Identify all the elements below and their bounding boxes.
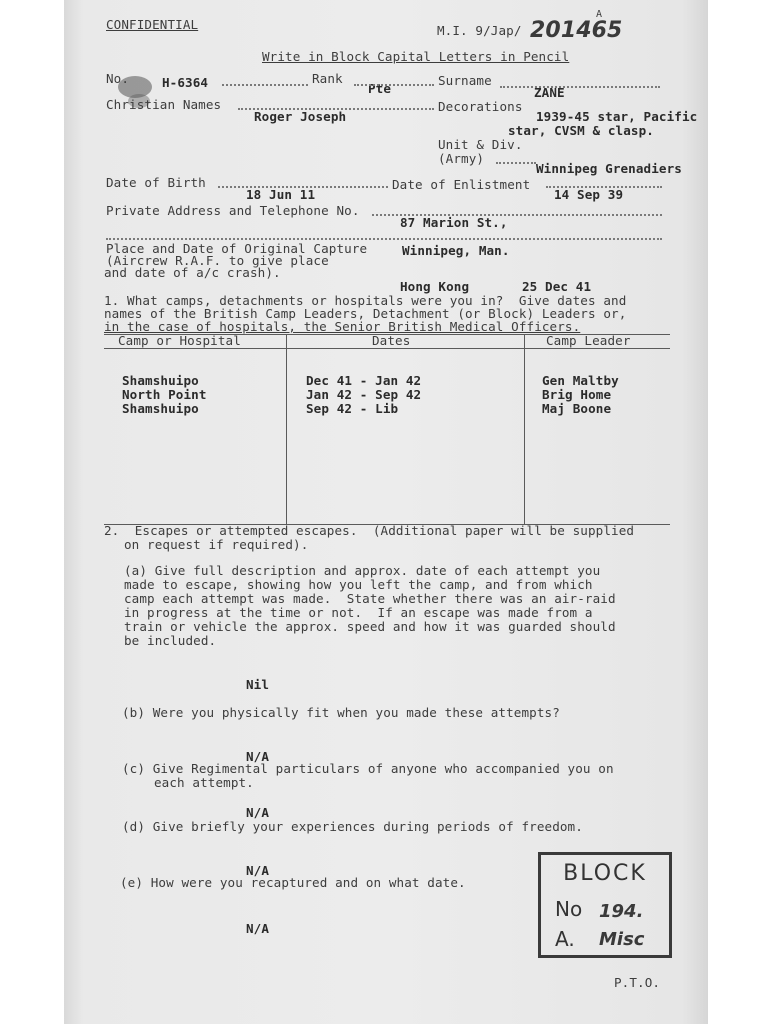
enlistment-value: 14 Sep 39 <box>554 187 624 202</box>
row-3-dates: Sep 42 - Lib <box>306 401 399 416</box>
stamp-misc: Misc <box>599 929 645 950</box>
christian-names-label: Christian Names <box>106 97 222 112</box>
row-2-camp: North Point <box>122 387 207 402</box>
classification-label: CONFIDENTIAL <box>106 17 199 32</box>
q2c-answer: N/A <box>246 805 270 820</box>
q1-line-1: 1. What camps, detachments or hospitals were you in? Give dates and <box>104 293 627 308</box>
dots-unit <box>496 162 536 164</box>
capture-label-2: (Aircrew R.A.F. to give place <box>106 253 329 268</box>
surname-value: ZANE <box>534 85 565 100</box>
col-header-leader: Camp Leader <box>546 333 631 348</box>
stamp-number: 194. <box>599 901 644 922</box>
decorations-value-1: 1939-45 star, Pacific <box>536 109 698 124</box>
capture-label-1: Place and Date of Original Capture <box>106 241 368 256</box>
decorations-value-2: star, CVSM & clasp. <box>508 123 654 138</box>
stamp-title: BLOCK <box>563 861 647 886</box>
dots-address-2 <box>106 238 662 240</box>
q2e-question: (e) How were you recaptured and on what date. <box>120 875 466 890</box>
block-stamp <box>538 852 672 958</box>
address-value-2: Winnipeg, Man. <box>402 243 510 258</box>
row-2-dates: Jan 42 - Sep 42 <box>306 387 422 402</box>
stamp-no-label: No <box>555 897 583 921</box>
army-label: (Army) <box>438 151 485 166</box>
q2a-line-4: in progress at the time or not. If an escape was made from a <box>124 605 593 620</box>
q2a-line-2: made to escape, showing how you left the camp, and from which <box>124 577 593 592</box>
capture-date-value: 25 Dec 41 <box>522 279 592 294</box>
reference-prefix: M.I. 9/Jap/ <box>437 23 522 38</box>
q2b-question: (b) Were you physically fit when you made these attempts? <box>122 705 560 720</box>
row-2-leader: Brig Home <box>542 387 612 402</box>
row-1-leader: Gen Maltby <box>542 373 619 388</box>
table-header-rule <box>104 348 670 349</box>
unit-label: Unit & Div. <box>438 137 523 152</box>
row-1-dates: Dec 41 - Jan 42 <box>306 373 422 388</box>
q2a-line-1: (a) Give full description and approx. date of each attempt you <box>124 563 601 578</box>
table-col-divider-1 <box>286 334 287 524</box>
q2c-line-2: each attempt. <box>154 775 254 790</box>
unit-value: Winnipeg Grenadiers <box>536 161 682 176</box>
rank-label: Rank <box>312 71 343 86</box>
q1-line-3: in the case of hospitals, the Senior British Medical Officers. <box>104 319 581 334</box>
q2b-answer: N/A <box>246 749 270 764</box>
reference-number: 201465 <box>530 18 623 43</box>
q2a-line-5: train or vehicle the approx. speed and how it was guarded should <box>124 619 616 634</box>
decorations-label: Decorations <box>438 99 523 114</box>
q2d-question: (d) Give briefly your experiences during periods of freedom. <box>122 819 583 834</box>
capture-place-value: Hong Kong <box>400 279 470 294</box>
no-label: No. <box>106 71 130 86</box>
christian-names-value: Roger Joseph <box>254 109 347 124</box>
q2d-answer: N/A <box>246 863 270 878</box>
q2c-line-1: (c) Give Regimental particulars of anyone who accompanied you on <box>122 761 614 776</box>
row-1-camp: Shamshuipo <box>122 373 199 388</box>
q2-line-1: 2. Escapes or attempted escapes. (Additional paper will be supplied <box>104 523 635 538</box>
q2a-line-3: camp each attempt was made. State whether there was an air-raid <box>124 591 616 606</box>
service-number: H-6364 <box>162 75 209 90</box>
rank-value: Pte <box>368 81 392 96</box>
surname-label: Surname <box>438 73 492 88</box>
form-instruction: Write in Block Capital Letters in Pencil <box>262 49 570 64</box>
address-value-1: 87 Marion St., <box>400 215 508 230</box>
q2e-answer: N/A <box>246 921 270 936</box>
q2a-answer: Nil <box>246 677 270 692</box>
pto-label: P.T.O. <box>614 975 661 990</box>
row-3-leader: Maj Boone <box>542 401 612 416</box>
dots-no <box>222 84 308 86</box>
q2a-line-6: be included. <box>124 633 217 648</box>
stamp-a-label: A. <box>555 927 575 951</box>
table-col-divider-2 <box>524 334 525 524</box>
dob-label: Date of Birth <box>106 175 206 190</box>
row-3-camp: Shamshuipo <box>122 401 199 416</box>
q2-line-2: on request if required). <box>124 537 309 552</box>
dots-surname <box>500 86 660 88</box>
col-header-dates: Dates <box>372 333 411 348</box>
reference-suffix: A <box>596 9 603 20</box>
dob-value: 18 Jun 11 <box>246 187 316 202</box>
q1-line-2: names of the British Camp Leaders, Detachment (or Block) Leaders or, <box>104 306 627 321</box>
col-header-camp: Camp or Hospital <box>118 333 241 348</box>
dots-rank <box>354 84 434 86</box>
address-label: Private Address and Telephone No. <box>106 203 360 218</box>
capture-label-3: and date of a/c crash). <box>104 265 281 280</box>
enlistment-label: Date of Enlistment <box>392 177 531 192</box>
